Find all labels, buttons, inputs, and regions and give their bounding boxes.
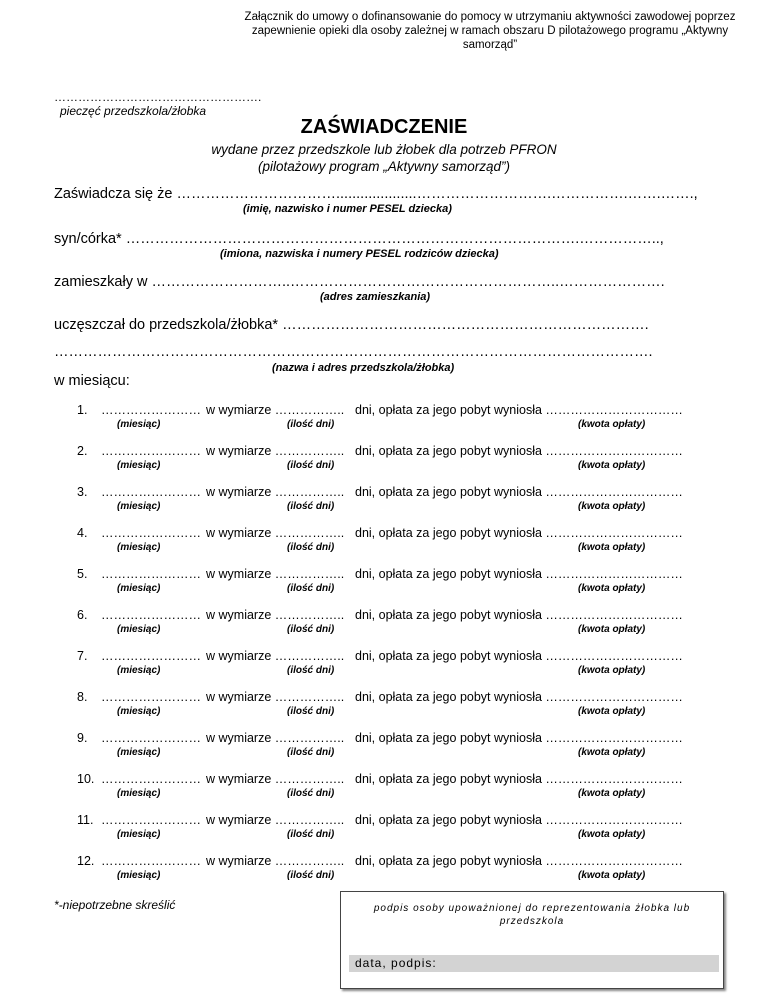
amount-hint: (kwota opłaty) bbox=[578, 829, 646, 840]
row-number: 9. bbox=[77, 731, 88, 745]
amount-hint: (kwota opłaty) bbox=[578, 747, 646, 758]
address-field[interactable]: zamieszkały w ………………………..………………………………………………..…………………. bbox=[54, 274, 665, 290]
amount-input[interactable]: dni, opłata za jego pobyt wyniosła …………………………… bbox=[355, 690, 683, 704]
month-hint: (miesiąc) bbox=[117, 542, 161, 553]
child-field[interactable]: Zaświadcza się że ……………………………....................……………………….…………….…….……., bbox=[54, 186, 698, 202]
amount-input[interactable]: dni, opłata za jego pobyt wyniosła …………………………… bbox=[355, 772, 683, 786]
days-input[interactable]: w wymiarze …………….. bbox=[206, 526, 345, 540]
stamp-line: ……………………………………………. bbox=[54, 90, 262, 104]
days-input[interactable]: w wymiarze …………….. bbox=[206, 854, 345, 868]
school-field[interactable]: uczęszczał do przedszkola/żłobka* …………………………………………………………………. bbox=[54, 317, 649, 333]
days-input[interactable]: w wymiarze …………….. bbox=[206, 649, 345, 663]
amount-input[interactable]: dni, opłata za jego pobyt wyniosła …………………………… bbox=[355, 485, 683, 499]
row-number: 8. bbox=[77, 690, 88, 704]
date-signature-field[interactable] bbox=[349, 955, 719, 972]
amount-hint: (kwota opłaty) bbox=[578, 788, 646, 799]
days-input[interactable]: w wymiarze …………….. bbox=[206, 608, 345, 622]
row-number: 6. bbox=[77, 608, 88, 622]
days-hint: (ilość dni) bbox=[287, 419, 335, 430]
document-subtitle bbox=[0, 141, 768, 175]
row-number: 4. bbox=[77, 526, 88, 540]
month-hint: (miesiąc) bbox=[117, 419, 161, 430]
amount-input[interactable]: dni, opłata za jego pobyt wyniosła …………………………… bbox=[355, 444, 683, 458]
row-number: 1. bbox=[77, 403, 88, 417]
parents-field[interactable]: syn/córka* ………………………………………………………………………………….…………….., bbox=[54, 231, 664, 247]
days-input[interactable]: w wymiarze …………….. bbox=[206, 690, 345, 704]
amount-hint: (kwota opłaty) bbox=[578, 583, 646, 594]
days-hint: (ilość dni) bbox=[287, 747, 335, 758]
days-input[interactable]: w wymiarze …………….. bbox=[206, 567, 345, 581]
days-input[interactable]: w wymiarze …………….. bbox=[206, 403, 345, 417]
month-input[interactable]: …………………… bbox=[101, 813, 201, 827]
amount-hint: (kwota opłaty) bbox=[578, 665, 646, 676]
school-field-continuation[interactable]: ……………………………………………………………………………………………………………. bbox=[54, 344, 653, 360]
month-hint: (miesiąc) bbox=[117, 870, 161, 881]
subtitle-line-1: wydane przez przedszkole lub żłobek dla potrzeb PFRON bbox=[211, 142, 557, 157]
amount-input[interactable]: dni, opłata za jego pobyt wyniosła …………………………… bbox=[355, 526, 683, 540]
amount-hint: (kwota opłaty) bbox=[578, 624, 646, 635]
amount-input[interactable]: dni, opłata za jego pobyt wyniosła …………………………… bbox=[355, 731, 683, 745]
school-field-hint: (nazwa i adres przedszkola/żłobka) bbox=[272, 362, 455, 374]
amount-input[interactable]: dni, opłata za jego pobyt wyniosła …………………………… bbox=[355, 813, 683, 827]
days-hint: (ilość dni) bbox=[287, 460, 335, 471]
days-hint: (ilość dni) bbox=[287, 624, 335, 635]
stamp-label: pieczęć przedszkola/żłobka bbox=[60, 104, 207, 118]
days-hint: (ilość dni) bbox=[287, 542, 335, 553]
amount-input[interactable]: dni, opłata za jego pobyt wyniosła …………………………… bbox=[355, 649, 683, 663]
date-signature-label: data, podpis: bbox=[355, 956, 437, 970]
days-hint: (ilość dni) bbox=[287, 706, 335, 717]
address-field-hint: (adres zamieszkania) bbox=[320, 291, 431, 303]
month-hint: (miesiąc) bbox=[117, 829, 161, 840]
month-hint: (miesiąc) bbox=[117, 747, 161, 758]
month-hint: (miesiąc) bbox=[117, 788, 161, 799]
row-number: 10. bbox=[77, 772, 95, 786]
month-input[interactable]: …………………… bbox=[101, 403, 201, 417]
subtitle-line-2: (pilotażowy program „Aktywny samorząd”) bbox=[257, 159, 511, 174]
days-hint: (ilość dni) bbox=[287, 788, 335, 799]
days-input[interactable]: w wymiarze …………….. bbox=[206, 485, 345, 499]
month-input[interactable]: …………………… bbox=[101, 485, 201, 499]
amount-input[interactable]: dni, opłata za jego pobyt wyniosła …………………………… bbox=[355, 608, 683, 622]
month-input[interactable]: …………………… bbox=[101, 567, 201, 581]
month-input[interactable]: …………………… bbox=[101, 444, 201, 458]
month-input[interactable]: …………………… bbox=[101, 731, 201, 745]
amount-hint: (kwota opłaty) bbox=[578, 501, 646, 512]
attachment-note: Załącznik do umowy o dofinansowanie do pomocy w utrzymaniu aktywności zawodowej poprzez zapewnienie opieki dla osoby zależnej w ramach obszaru D pilotażowego programu „Aktywny samorząd” bbox=[244, 11, 736, 51]
row-number: 7. bbox=[77, 649, 88, 663]
amount-input[interactable]: dni, opłata za jego pobyt wyniosła …………………………… bbox=[355, 567, 683, 581]
amount-hint: (kwota opłaty) bbox=[578, 706, 646, 717]
days-hint: (ilość dni) bbox=[287, 583, 335, 594]
amount-hint: (kwota opłaty) bbox=[578, 419, 646, 430]
row-number: 12. bbox=[77, 854, 95, 868]
month-hint: (miesiąc) bbox=[117, 501, 161, 512]
month-input[interactable]: …………………… bbox=[101, 649, 201, 663]
month-hint: (miesiąc) bbox=[117, 624, 161, 635]
row-number: 5. bbox=[77, 567, 88, 581]
row-number: 2. bbox=[77, 444, 88, 458]
days-hint: (ilość dni) bbox=[287, 870, 335, 881]
amount-hint: (kwota opłaty) bbox=[578, 542, 646, 553]
days-hint: (ilość dni) bbox=[287, 501, 335, 512]
days-hint: (ilość dni) bbox=[287, 665, 335, 676]
month-hint: (miesiąc) bbox=[117, 665, 161, 676]
days-input[interactable]: w wymiarze …………….. bbox=[206, 813, 345, 827]
amount-hint: (kwota opłaty) bbox=[578, 870, 646, 881]
amount-input[interactable]: dni, opłata za jego pobyt wyniosła …………………………… bbox=[355, 854, 683, 868]
month-input[interactable]: …………………… bbox=[101, 690, 201, 704]
signature-box bbox=[340, 891, 724, 989]
amount-input[interactable]: dni, opłata za jego pobyt wyniosła …………………………… bbox=[355, 403, 683, 417]
signature-label: podpis osoby upoważnionej do reprezentowania żłobka lub przedszkola bbox=[373, 903, 691, 927]
row-number: 11. bbox=[77, 813, 94, 827]
amount-hint: (kwota opłaty) bbox=[578, 460, 646, 471]
days-input[interactable]: w wymiarze …………….. bbox=[206, 772, 345, 786]
days-hint: (ilość dni) bbox=[287, 829, 335, 840]
month-input[interactable]: …………………… bbox=[101, 608, 201, 622]
days-input[interactable]: w wymiarze …………….. bbox=[206, 444, 345, 458]
month-input[interactable]: …………………… bbox=[101, 772, 201, 786]
month-input[interactable]: …………………… bbox=[101, 526, 201, 540]
days-input[interactable]: w wymiarze …………….. bbox=[206, 731, 345, 745]
month-label: w miesiącu: bbox=[54, 373, 130, 389]
row-number: 3. bbox=[77, 485, 88, 499]
month-input[interactable]: …………………… bbox=[101, 854, 201, 868]
month-hint: (miesiąc) bbox=[117, 706, 161, 717]
month-hint: (miesiąc) bbox=[117, 460, 161, 471]
month-hint: (miesiąc) bbox=[117, 583, 161, 594]
parents-field-hint: (imiona, nazwiska i numery PESEL rodziców dziecka) bbox=[220, 248, 499, 260]
document-title: ZAŚWIADCZENIE bbox=[300, 116, 468, 138]
child-field-hint: (imię, nazwisko i numer PESEL dziecka) bbox=[243, 203, 452, 215]
footnote: *-niepotrzebne skreślić bbox=[54, 898, 176, 912]
